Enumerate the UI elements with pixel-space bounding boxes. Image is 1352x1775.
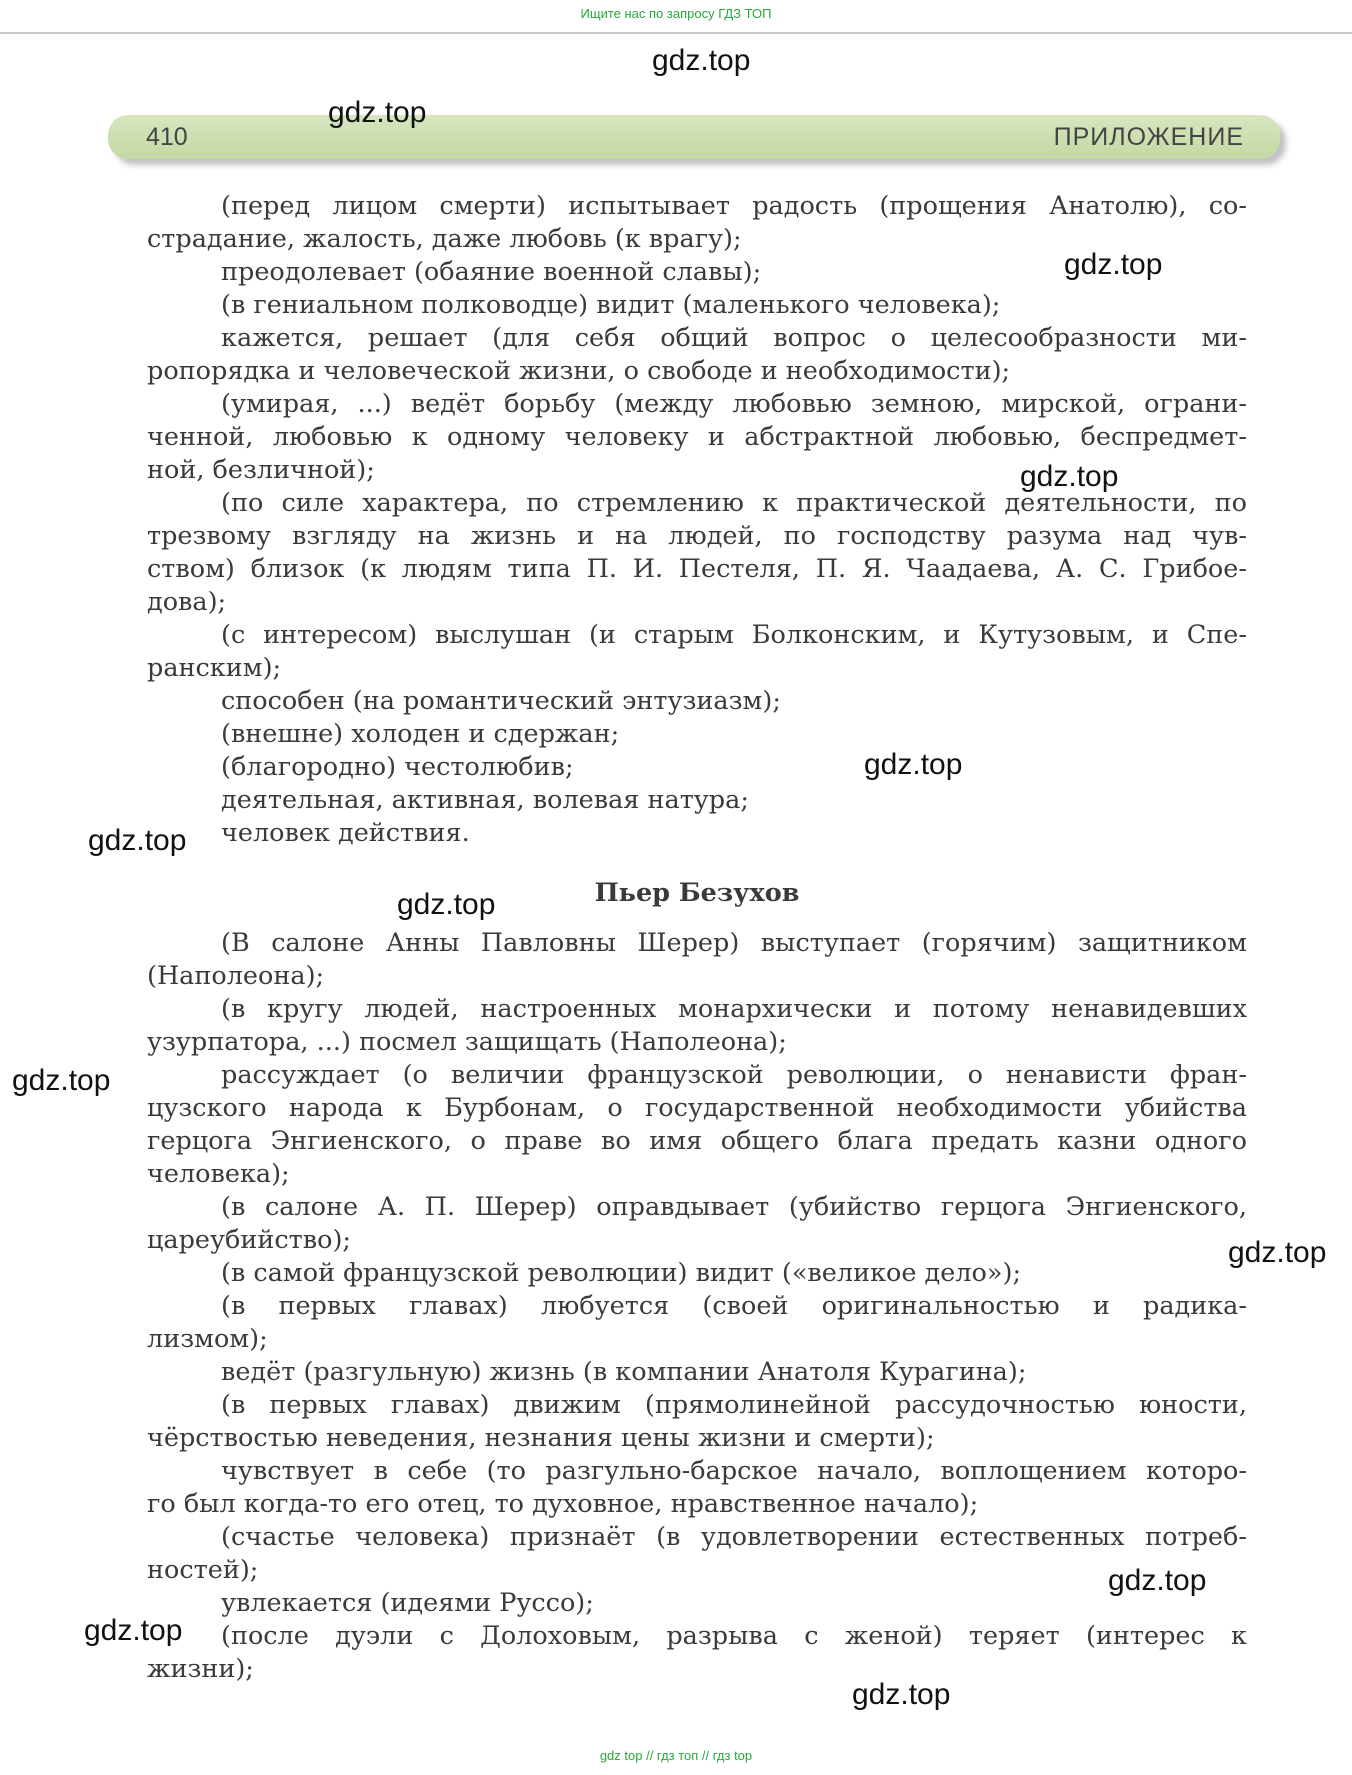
text-line: ранским);: [147, 653, 282, 683]
text-line: го был когда-то его отец, то духовное, нравственное начало);: [147, 1489, 979, 1519]
text-line: рассуждает (о величии французской революции, о ненависти фран-: [221, 1060, 1247, 1090]
watermark: gdz.top: [652, 44, 751, 77]
text-line: (благородно) честолюбив;: [221, 752, 574, 782]
watermark: gdz.top: [1228, 1236, 1327, 1269]
page-number: 410: [146, 123, 188, 151]
text-line: ной, безличной);: [147, 455, 375, 485]
text-line: (умирая, ...) ведёт борьбу (между любовью земною, мирской, ограни-: [221, 389, 1247, 419]
top-banner: [0, 0, 1352, 34]
text-line: (в гениальном полководце) видит (маленького человека);: [221, 290, 1001, 320]
text-line: человек действия.: [221, 818, 470, 848]
watermark: gdz.top: [88, 824, 187, 857]
watermark: gdz.top: [1108, 1564, 1207, 1597]
text-line: (в самой французской революции) видит («великое дело»);: [221, 1258, 1022, 1288]
section-title: ПРИЛОЖЕНИЕ: [1053, 123, 1244, 151]
watermark: gdz.top: [852, 1678, 951, 1711]
text-line: увлекается (идеями Руссо);: [221, 1588, 594, 1618]
text-line: способен (на романтический энтузиазм);: [221, 686, 781, 716]
text-line: (после дуэли с Долоховым, разрыва с женой) теряет (интерес к: [221, 1621, 1247, 1651]
text-line: (счастье человека) признаёт (в удовлетворении естественных потреб-: [221, 1522, 1247, 1552]
text-line: (в кругу людей, настроенных монархически и потому ненавидевших: [221, 994, 1247, 1024]
text-line: ностей);: [147, 1555, 259, 1585]
watermark: gdz.top: [84, 1614, 183, 1647]
watermark: gdz.top: [1064, 248, 1163, 281]
text-line: чувствует в себе (то разгульно-барское начало, воплощением которо-: [221, 1456, 1247, 1486]
watermark: gdz.top: [397, 888, 496, 921]
text-line: преодолевает (обаяние военной славы);: [221, 257, 762, 287]
text-line: узурпатора, ...) посмел защищать (Наполеона);: [147, 1027, 787, 1057]
text-line: (по силе характера, по стремлению к практической деятельности, по: [221, 488, 1247, 518]
text-line: деятельная, активная, волевая натура;: [221, 785, 749, 815]
text-line: ропорядка и человеческой жизни, о свободе и необходимости);: [147, 356, 1011, 386]
text-line: трезвому взгляду на жизнь и на людей, по господству разума над чув-: [147, 521, 1247, 551]
text-line: (в первых главах) движим (прямолинейной рассудочностью юности,: [221, 1390, 1247, 1420]
watermark: gdz.top: [12, 1064, 111, 1097]
text-line: герцога Энгиенского, о праве во имя общего блага предать казни одного: [147, 1126, 1247, 1156]
watermark: gdz.top: [328, 96, 427, 129]
text-line: жизни);: [147, 1654, 254, 1684]
text-line: ством) близок (к людям типа П. И. Пестеля, П. Я. Чаадаева, А. С. Грибое-: [147, 554, 1247, 584]
top-banner-text: Ищите нас по запросу ГДЗ ТОП: [580, 6, 772, 21]
text-line: человека);: [147, 1159, 290, 1189]
text-line: лизмом);: [147, 1324, 268, 1354]
text-line: дова);: [147, 587, 227, 617]
text-line: (в первых главах) любуется (своей оригинальностью и радика-: [221, 1291, 1247, 1321]
text-line: страдание, жалость, даже любовь (к врагу);: [147, 224, 742, 254]
watermark: gdz.top: [864, 748, 963, 781]
text-line: (с интересом) выслушан (и старым Болконским, и Кутузовым, и Спе-: [221, 620, 1247, 650]
text-line: цузского народа к Бурбонам, о государственной необходимости убийства: [147, 1093, 1247, 1123]
text-line: (Наполеона);: [147, 961, 325, 991]
text-line: ченной, любовью к одному человеку и абстрактной любовью, беспредмет-: [147, 422, 1247, 452]
watermark: gdz.top: [1020, 460, 1119, 493]
text-line: (В салоне Анны Павловны Шерер) выступает (горячим) защитником: [221, 928, 1247, 958]
text-line: кажется, решает (для себя общий вопрос о целесообразности ми-: [221, 323, 1247, 353]
text-line: (в салоне А. П. Шерер) оправдывает (убийство герцога Энгиенского,: [221, 1192, 1247, 1222]
text-line: (перед лицом смерти) испытывает радость (прощения Анатолю), со-: [221, 191, 1247, 221]
bottom-banner: gdz top // гдз топ // гдз top: [599, 1748, 753, 1763]
text-line: цареубийство);: [147, 1225, 351, 1255]
text-line: ведёт (разгульную) жизнь (в компании Анатоля Курагина);: [221, 1357, 1027, 1387]
section-heading: Пьер Безухов: [594, 878, 800, 908]
page-header-bar: [108, 115, 1280, 159]
text-line: чёрствостью неведения, незнания цены жизни и смерти);: [147, 1423, 935, 1453]
text-line: (внешне) холоден и сдержан;: [221, 719, 620, 749]
